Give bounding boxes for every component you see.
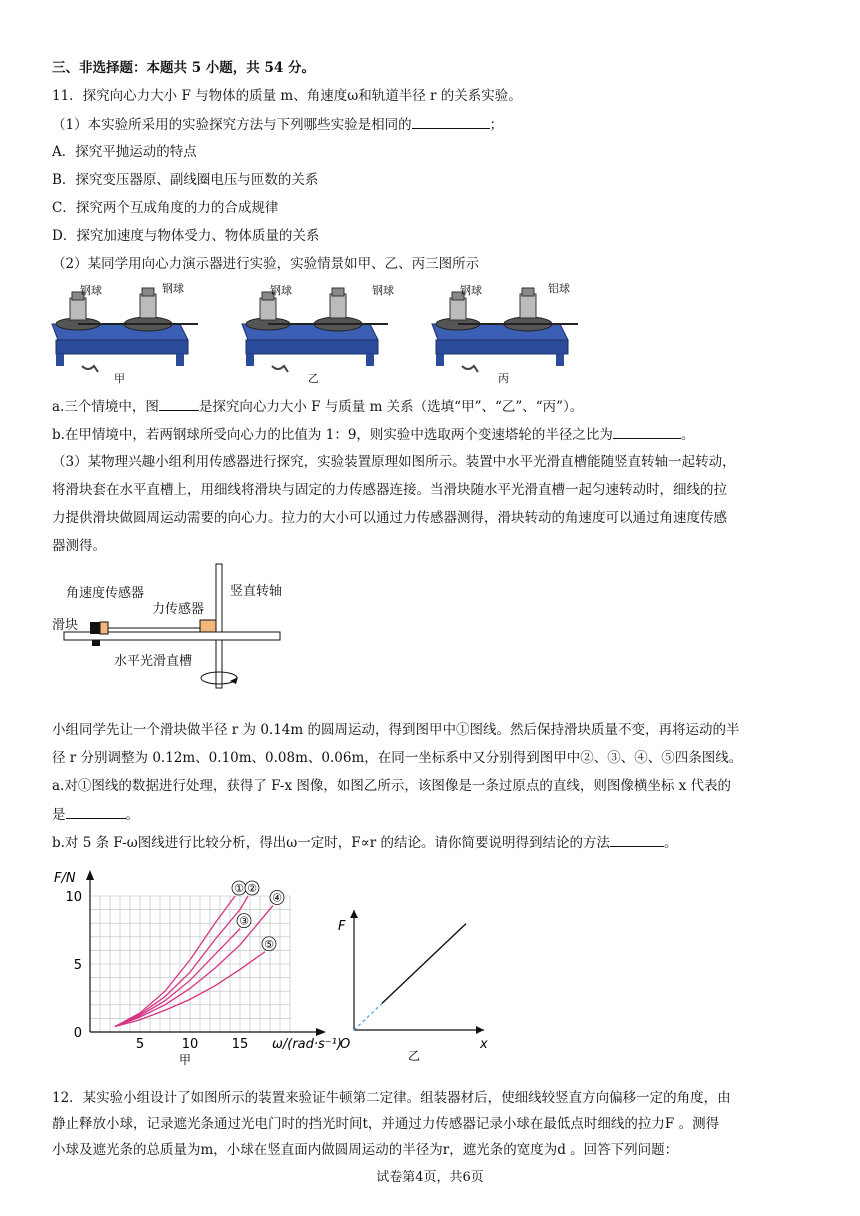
- series-line: [115, 896, 235, 1027]
- option-c: C．探究两个互成角度的力的合成规律: [52, 200, 279, 216]
- q11-part3-line: 力提供滑块做圆周运动需要的向心力。拉力的大小可以通过力传感器测得，滑块转动的角速度可以通过角速度传感: [52, 510, 727, 526]
- q11-part3-line: 将滑块套在水平直槽上，用细线将滑块与固定的力传感器连接。当滑块随水平光滑直槽一起匀速转动时，细线的拉: [52, 482, 727, 498]
- series-label: ④: [272, 891, 282, 905]
- option-b: B．探究变压器原、副线圈电压与匝数的关系: [52, 172, 319, 188]
- answer-blank: [66, 804, 126, 819]
- ball-label: 铝球: [548, 282, 570, 295]
- x-axis-arrow: [476, 1026, 484, 1034]
- y-tick-label: 0: [73, 1026, 82, 1041]
- q12-line: 12．某实验小组设计了如图所示的装置来验证牛顿第二定律。组装器材后，使细线较竖直方向偏移一定的角度，由: [52, 1090, 731, 1106]
- q11-part4-line: 径 r 分别调整为 0.12m、0.10m、0.08m、0.06m，在同一坐标系中又分别得到图甲中②、③、④、⑤四条图线。: [52, 750, 743, 766]
- q11-part5-text: b.对 5 条 F-ω图线进行比较分析，得出ω一定时，F∝r 的结论。请你简要说明得到结论的方法: [52, 835, 610, 851]
- y-tick-label: 5: [73, 958, 82, 973]
- q11-part1-text: （1）本实验所采用的实验探究方法与下列哪些实验是相同的: [52, 117, 412, 133]
- series-label: ①: [234, 882, 244, 895]
- q11-stem: 11．探究向心力大小 F 与物体的质量 m、角速度ω和轨道半径 r 的关系实验。: [52, 88, 522, 104]
- q11-part2: （2）某同学用向心力演示器进行实验，实验情景如甲、乙、丙三图所示: [52, 256, 480, 272]
- y-axis-arrow: [86, 870, 94, 880]
- q11-part4-line: a.对①图线的数据进行处理，获得了 F-x 图像，如图乙所示，该图像是一条过原点的直线，则图像横坐标 x 代表的: [52, 778, 732, 794]
- origin-label: O: [340, 1037, 351, 1052]
- q11-part2b: [52, 424, 694, 445]
- answer-blank: [159, 396, 199, 411]
- ball-label: 钢球: [372, 284, 394, 297]
- q11-part4-text: 是: [52, 807, 66, 823]
- answer-blank: [613, 424, 681, 439]
- answer-blank: [412, 114, 490, 129]
- y-axis-label: F/N: [54, 871, 76, 886]
- x-tick-label: 10: [181, 1037, 199, 1052]
- q11-part5: [52, 832, 677, 853]
- series-label: ⑤: [264, 937, 274, 951]
- q11-part4-line: 小组同学先让一个滑块做半径 r 为 0.14m 的圆周运动，得到图甲中①图线。然后保持滑块质量不变，再将运动的半: [52, 722, 740, 738]
- ball-label: 钢球: [270, 284, 292, 297]
- q12-line: 小球及遮光条的总质量为m，小球在竖直面内做圆周运动的半径为r，遮光条的宽度为d 。回答下列问题：: [52, 1142, 679, 1158]
- ball-label: 钢球: [80, 284, 102, 297]
- q11-part4-line: [52, 804, 139, 825]
- slider-label: 滑块: [52, 618, 79, 633]
- ball-label: 钢球: [162, 282, 184, 295]
- chart-caption: 甲: [178, 1053, 192, 1067]
- figure-caption: 甲: [114, 372, 125, 385]
- figure-caption: 丙: [498, 372, 509, 385]
- x-axis-label: x: [480, 1037, 488, 1052]
- x-axis-label: ω/(rad·s⁻¹): [272, 1037, 342, 1052]
- groove-label: 水平光滑直槽: [114, 654, 193, 669]
- q11-part2a: [52, 396, 583, 417]
- series-label: ②: [247, 882, 257, 895]
- q11-part1: [52, 114, 503, 135]
- q11-part2b-end: 。: [680, 427, 695, 443]
- option-a: A．探究平抛运动的特点: [52, 144, 197, 160]
- chart-caption: 乙: [407, 1049, 421, 1063]
- figure-caption: 乙: [308, 372, 319, 385]
- q11-part5-end: 。: [663, 835, 678, 851]
- q12-line: 静止释放小球，记录遮光条通过光电门时的挡光时间t，并通过力传感器记录小球在最低点时细线的拉力F 。测得: [52, 1116, 720, 1132]
- x-tick-label: 15: [231, 1037, 249, 1052]
- centripetal-apparatus-figures: [48, 278, 628, 386]
- y-axis-arrow: [350, 910, 358, 918]
- series-label: ③: [239, 914, 249, 928]
- angular-sensor-label: 角速度传感器: [66, 586, 145, 601]
- page-footer: 试卷第4页，共6页: [376, 1170, 484, 1185]
- q11-part2a-text: 是探究向心力大小 F 与质量 m 关系（选填“甲”、“乙”、“丙”）。: [198, 399, 584, 415]
- q11-part4-end: 。: [125, 807, 139, 823]
- extrapolated-line: [354, 1003, 382, 1030]
- chart-f-x: [330, 900, 500, 1070]
- x-axis-arrow: [316, 1028, 326, 1036]
- option-d: D．探究加速度与物体受力、物体质量的关系: [52, 228, 320, 244]
- q11-part2b-text: b.在甲情境中，若两钢球所受向心力的比值为 1：9，则实验中选取两个变速塔轮的半径之比为: [52, 427, 613, 443]
- y-tick-label: 10: [65, 890, 82, 905]
- x-tick-label: 5: [135, 1037, 145, 1052]
- y-axis-label: F: [338, 919, 346, 934]
- q11-part2a-text: a.三个情境中，图: [52, 399, 159, 415]
- q11-part3-line: （3）某物理兴趣小组利用传感器进行探究，实验装置原理如图所示。装置中水平光滑直槽能随竖直转轴一起转动，: [52, 454, 736, 470]
- q11-part1-end: ；: [489, 117, 504, 133]
- answer-blank: [610, 832, 664, 847]
- series-line: [115, 896, 248, 1027]
- ball-label: 钢球: [460, 284, 482, 297]
- force-sensor-label: 力传感器: [152, 602, 205, 617]
- data-line: [382, 924, 466, 1004]
- section-title: 三、非选择题：本题共 5 小题，共 54 分。: [52, 60, 315, 76]
- q11-part3-line: 器测得。: [52, 538, 106, 554]
- chart-f-omega: [40, 860, 342, 1070]
- axis-label: 竖直转轴: [230, 584, 283, 599]
